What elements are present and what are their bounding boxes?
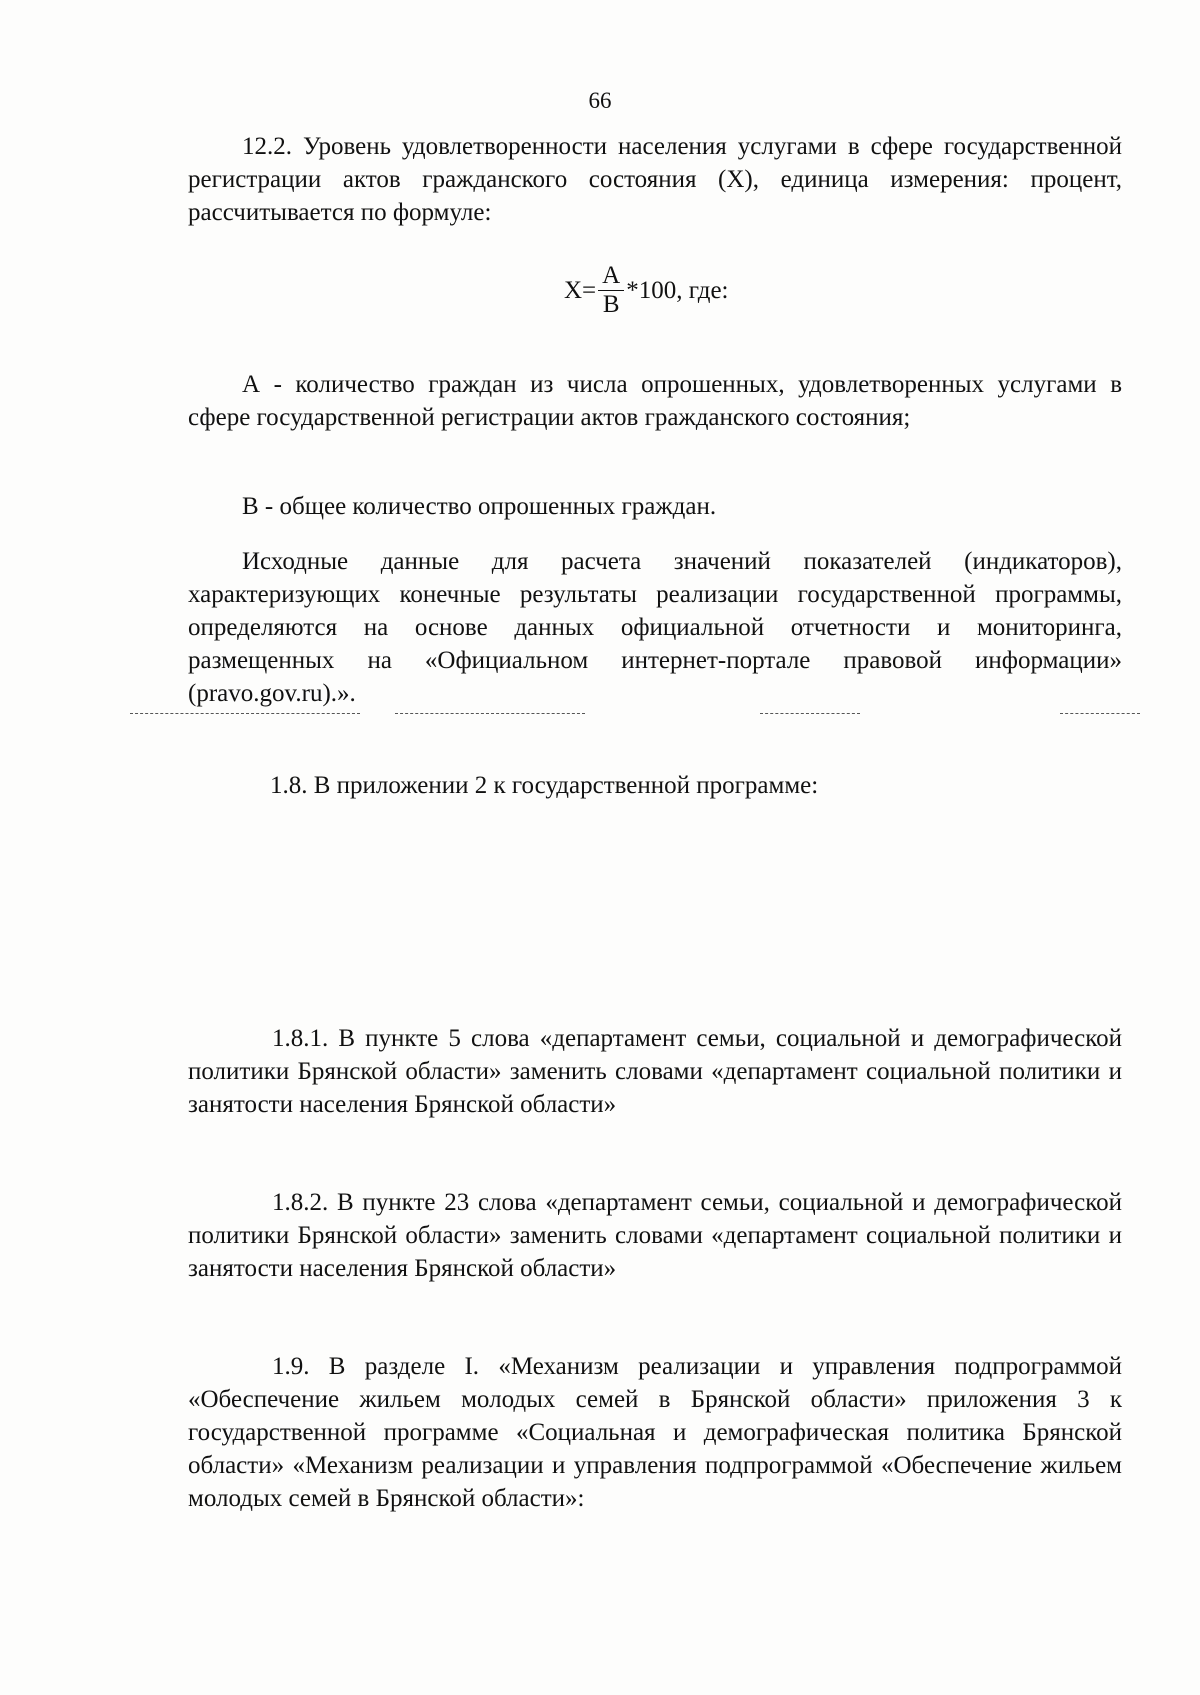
source-paragraph: Исходные данные для расчета значений показателей (индикаторов), характеризующих конечные результаты реализации государственной программы, определяются на основе данных официальной отчетности и мониторинга, размещенных на «Официальном интернет-портале правовой информации» (pravo.gov.ru).». [188,548,1122,707]
item-1-8-2: 1.8.2. В пункте 23 слова «департамент семьи, социальной и демографической политики Брянской области» заменить словами «департамент социальной политики и занятости населения Брянской области» [188,1189,1122,1282]
item-1-8-1: 1.8.1. В пункте 5 слова «департамент семьи, социальной и демографической политики Брянской области» заменить словами «департамент социальной политики и занятости населения Брянской области» [188,1025,1122,1118]
formula-fraction [598,262,624,319]
paragraph-12-2: 12.2. Уровень удовлетворенности населения услугами в сфере государственной регистрации актов гражданского состояния (X), единица измерения: процент, рассчитывается по формуле: [188,133,1122,226]
item-1-9: 1.9. В разделе I. «Механизм реализации и управления подпрограммой «Обеспечение жильем молодых семей в Брянской области» приложения 3 к государственной программе «Социальная и демографическая политика Брянской области» «Механизм реализации и управления подпрограммой «Обеспечение жильем молодых семей в Брянской области»: [188,1353,1122,1512]
heading-1-8: 1.8. В приложении 2 к государственной программе: [270,772,819,799]
formula-numerator: А [598,262,624,291]
separator-line [760,713,860,714]
formula-rhs: *100, где: [626,276,729,304]
formula-denominator: В [602,291,620,318]
definition-b: В - общее количество опрошенных граждан. [242,493,717,520]
formula-lhs: X= [564,276,597,304]
separator-line [395,713,585,714]
separator-line [130,713,360,714]
formula [564,262,729,319]
separator-line [1060,713,1140,714]
definition-a: А - количество граждан из числа опрошенных, удовлетворенных услугами в сфере государственной регистрации актов гражданского состояния; [188,371,1122,431]
page-number: 66 [588,88,612,113]
